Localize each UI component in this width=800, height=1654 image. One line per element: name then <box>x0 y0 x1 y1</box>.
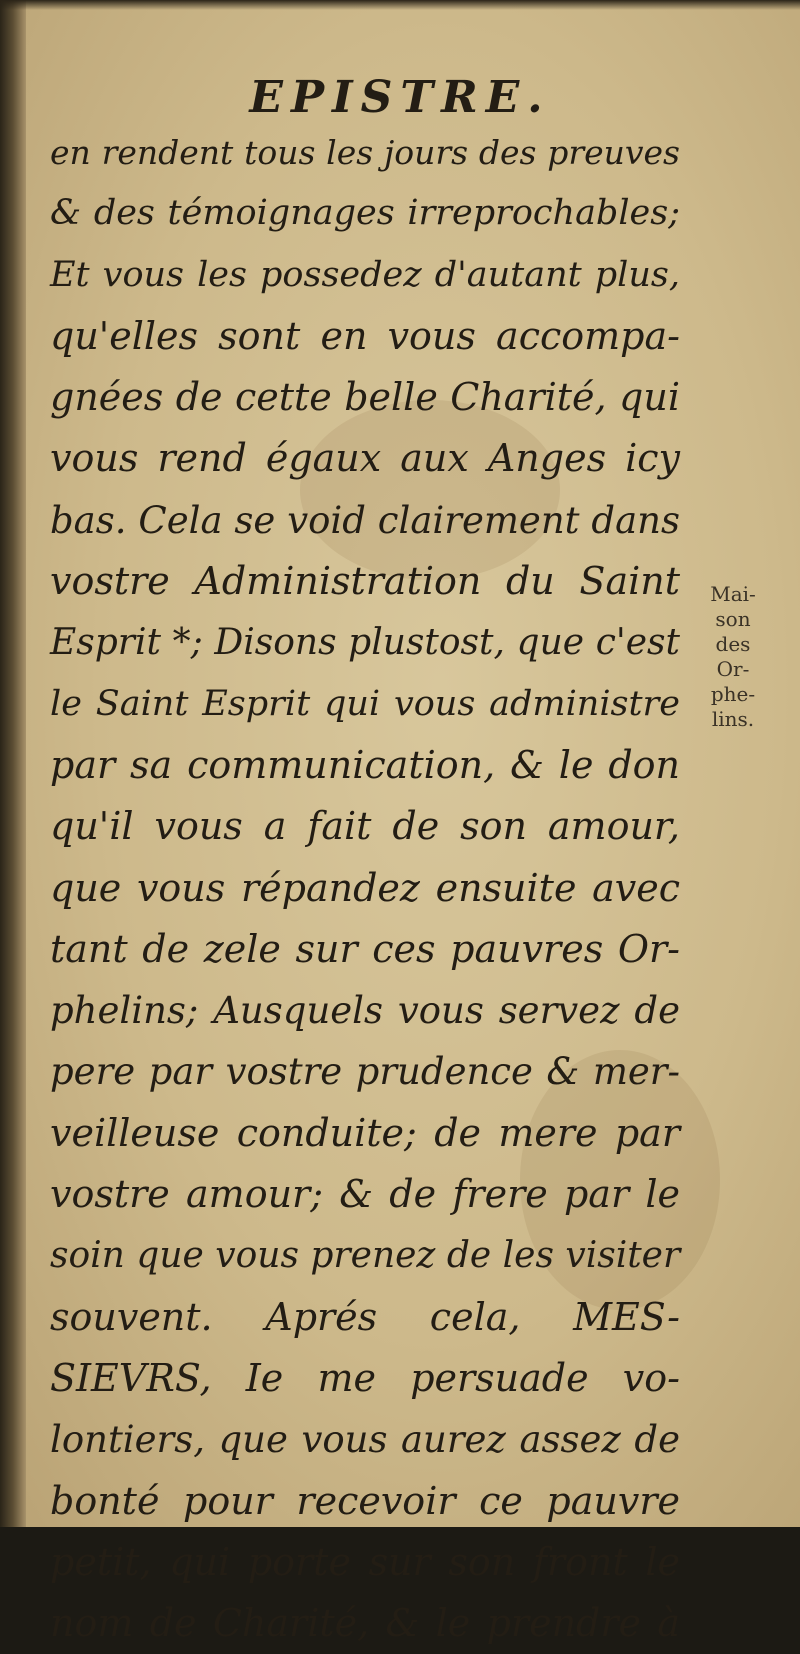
marginal-note-line: phe- <box>710 682 756 706</box>
text-line: & des témoignages irreprochables; <box>50 193 680 234</box>
marginal-note-line: des <box>715 632 751 656</box>
text-line: Esprit *; Disons plustost, que c'est <box>50 622 680 664</box>
text-line: SIEVRS, Ie me persuade vo- <box>50 1355 680 1400</box>
text-line: gnées de cette belle Charité, qui <box>50 375 680 420</box>
running-head: EPISTRE. <box>249 72 551 123</box>
text-line: nom de Charité, & le prendre à <box>50 1601 680 1646</box>
marginal-note-line: son <box>715 607 751 631</box>
text-line: vostre amour; & de frere par le <box>50 1172 680 1217</box>
text-line: qu'elles sont en vous accompa- <box>50 313 680 358</box>
text-line: qu'il vous a fait de son amour, <box>50 804 680 849</box>
text-line: le Saint Esprit qui vous administre <box>50 683 680 724</box>
text-line: veilleuse conduite; de mere par <box>50 1110 680 1155</box>
text-line: bonté pour recevoir ce pauvre <box>50 1478 680 1523</box>
text-line: que vous répandez ensuite avec <box>50 865 680 910</box>
marginal-note-line: Or- <box>716 657 750 681</box>
text-line: pere par vostre prudence & mer- <box>50 1050 680 1094</box>
marginal-note-line: Mai- <box>710 582 756 606</box>
page-top-edge <box>0 0 800 10</box>
text-line: tant de zele sur ces pauvres Or- <box>50 926 680 971</box>
book-gutter <box>0 0 26 1527</box>
text-line: en rendent tous les jours des preuves <box>50 133 680 172</box>
text-line: souvent. Aprés cela, MES- <box>50 1294 680 1339</box>
text-line: bas. Cela se void clairement dans <box>50 498 680 542</box>
text-line: vostre Administration du Saint <box>50 559 680 604</box>
marginal-note <box>688 582 778 732</box>
text-line: soin que vous prenez de les visiter <box>50 1235 681 1277</box>
body-text <box>50 122 680 1654</box>
marginal-note-line: lins. <box>711 707 755 731</box>
text-line: petit, qui porte sur son front le <box>50 1539 680 1584</box>
text-line: phelins; Ausquels vous servez de <box>50 989 680 1033</box>
text-line: vous rend égaux aux Anges icy <box>50 436 680 481</box>
text-line: lontiers, que vous aurez assez de <box>50 1418 680 1462</box>
text-line: par sa communication, & le don <box>50 742 680 787</box>
text-line: Et vous les possedez d'autant plus, <box>50 254 680 295</box>
